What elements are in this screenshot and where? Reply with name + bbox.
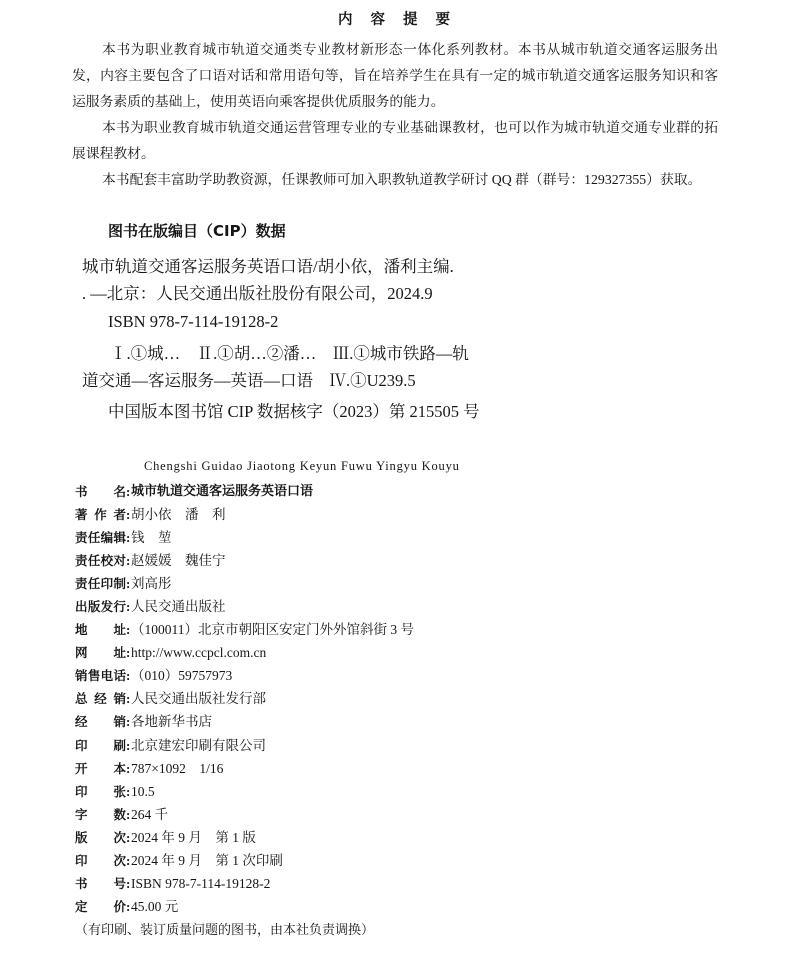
- imprint-value-title: 城市轨道交通客运服务英语口语: [131, 483, 314, 499]
- imprint-value-format: 787×1092 1/16: [131, 760, 224, 776]
- imprint-value-publisher: 人民交通出版社: [131, 598, 226, 614]
- pinyin-title: Chengshi Guidao Jiaotong Keyun Fuwu Yingyu Kouyu: [144, 459, 460, 473]
- imprint-label: 书 名: [75, 483, 126, 499]
- imprint-label: 书 号: [75, 876, 126, 892]
- imprint-row-authors: [0, 503, 790, 526]
- imprint-row-address: [0, 618, 790, 641]
- imprint-row-editor: [0, 526, 790, 549]
- imprint-row-edition: [0, 826, 790, 849]
- imprint-label: 版 次: [75, 829, 126, 845]
- imprint-label: 责任编辑: [75, 529, 126, 545]
- imprint-separator: :: [126, 899, 131, 915]
- imprint-label: 字 数: [75, 806, 126, 822]
- imprint-value-printed-sheets: 10.5: [131, 783, 155, 799]
- summary-line: 展课程教材。: [72, 146, 155, 161]
- imprint-row-website: [0, 641, 790, 664]
- imprint-separator: :: [126, 575, 131, 591]
- imprint-label: 印 次: [75, 853, 126, 868]
- summary-line: 运服务素质的基础上，使用英语向乘客提供优质服务的能力。: [72, 94, 445, 109]
- cip-line: 中国版本图书馆 CIP 数据核字（2023）第 215505 号: [108, 402, 480, 421]
- imprint-row-proofreader: [0, 549, 790, 572]
- imprint-separator: :: [126, 876, 131, 892]
- imprint-value-price: 45.00 元: [131, 899, 179, 915]
- imprint-row-word-count: [0, 803, 790, 826]
- imprint-label: 定 价: [75, 899, 126, 915]
- imprint-value-impression: 2024 年 9 月 第 1 次印刷: [131, 853, 283, 868]
- imprint-separator: :: [126, 645, 131, 661]
- imprint-label: 责任印制: [75, 575, 126, 591]
- imprint-row-format: [0, 757, 790, 780]
- imprint-label: 总 经 销: [75, 691, 126, 707]
- cip-line: Ⅰ.①城… Ⅱ.①胡…②潘… Ⅲ.①城市铁路—轨: [110, 344, 469, 363]
- imprint-row-impression: [0, 849, 790, 872]
- imprint-separator: :: [126, 506, 131, 522]
- imprint-separator: :: [126, 691, 131, 707]
- cip-line: 城市轨道交通客运服务英语口语/胡小依，潘利主编.: [82, 257, 454, 276]
- summary-line: 本书配套丰富助学助教资源，任课教师可加入职教轨道教学研讨 QQ 群（群号：129327355）获取。: [102, 172, 702, 187]
- imprint-value-edition: 2024 年 9 月 第 1 版: [131, 829, 256, 845]
- imprint-separator: :: [126, 714, 131, 730]
- imprint-label: 经 销: [75, 714, 126, 730]
- imprint-value-distributor: 各地新华书店: [131, 714, 212, 730]
- imprint-value-word-count: 264 千: [131, 806, 169, 822]
- cip-heading: 图书在版编目（CIP）数据: [108, 222, 286, 240]
- imprint-separator: :: [126, 760, 131, 776]
- imprint-row-print-supervisor: [0, 572, 790, 595]
- imprint-row-publisher: [0, 595, 790, 618]
- imprint-label: 印 张: [75, 783, 126, 799]
- imprint-label: 责任校对: [75, 552, 126, 568]
- imprint-separator: :: [126, 598, 131, 614]
- imprint-label: 地 址: [75, 622, 126, 638]
- cip-line: . —北京：人民交通出版社股份有限公司，2024.9: [82, 284, 433, 303]
- imprint-value-general-distributor: 人民交通出版社发行部: [131, 691, 266, 707]
- imprint-table: [0, 480, 790, 942]
- imprint-label: 开 本: [75, 760, 126, 776]
- imprint-row-general-distributor: [0, 687, 790, 710]
- summary-line: 本书为职业教育城市轨道交通运营管理专业的专业基础课教材，也可以作为城市轨道交通专业群的拓: [102, 120, 718, 135]
- quality-note-row: [0, 918, 790, 941]
- imprint-label: 销售电话: [75, 668, 126, 684]
- imprint-value-authors: 胡小依 潘 利: [131, 506, 226, 522]
- imprint-separator: :: [126, 806, 131, 822]
- imprint-value-isbn: ISBN 978-7-114-19128-2: [131, 876, 271, 892]
- imprint-separator: :: [126, 529, 131, 545]
- imprint-value-address: （100011）北京市朝阳区安定门外外馆斜街 3 号: [131, 622, 414, 638]
- imprint-value-proofreader: 赵媛媛 魏佳宁: [131, 552, 226, 568]
- imprint-value-printer: 北京建宏印刷有限公司: [131, 737, 266, 753]
- imprint-label: 印 刷: [75, 737, 126, 753]
- imprint-row-printer: [0, 734, 790, 757]
- imprint-separator: :: [126, 552, 131, 568]
- imprint-row-printed-sheets: [0, 780, 790, 803]
- imprint-separator: :: [126, 668, 131, 684]
- summary-line: 发，内容主要包含了口语对话和常用语句等，旨在培养学生在具有一定的城市轨道交通客运服务知识和客: [72, 68, 718, 83]
- imprint-row-distributor: [0, 710, 790, 733]
- imprint-value-editor: 钱 堃: [131, 529, 172, 545]
- cip-line: 道交通—客运服务—英语—口语 Ⅳ.①U239.5: [82, 371, 416, 390]
- imprint-value-sales-phone: （010）59757973: [131, 668, 233, 684]
- imprint-separator: :: [126, 783, 131, 799]
- imprint-value-website: http://www.ccpcl.com.cn: [131, 645, 267, 661]
- imprint-row-title: [0, 480, 790, 503]
- cip-isbn-line: ISBN 978-7-114-19128-2: [108, 312, 279, 331]
- imprint-row-isbn: [0, 872, 790, 895]
- summary-line: 本书为职业教育城市轨道交通类专业教材新形态一体化系列教材。本书从城市轨道交通客运服务出: [102, 42, 718, 57]
- imprint-row-sales-phone: [0, 664, 790, 687]
- summary-title: 内容提要: [338, 12, 468, 28]
- imprint-label: 出版发行: [75, 598, 126, 614]
- imprint-label: 网 址: [75, 645, 126, 661]
- imprint-separator: :: [126, 737, 131, 753]
- imprint-separator: :: [126, 829, 131, 845]
- imprint-row-price: [0, 895, 790, 918]
- imprint-separator: :: [126, 853, 131, 868]
- imprint-separator: :: [126, 483, 131, 499]
- imprint-value-print-supervisor: 刘高彤: [131, 575, 172, 591]
- imprint-label: 著 作 者: [75, 506, 126, 522]
- imprint-separator: :: [126, 622, 131, 638]
- quality-note: （有印刷、装订质量问题的图书，由本社负责调换）: [75, 922, 375, 938]
